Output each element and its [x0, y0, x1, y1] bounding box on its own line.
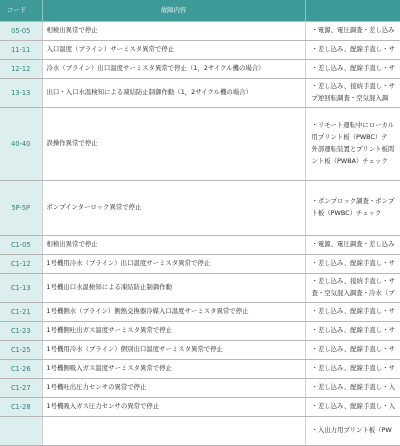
check-items [305, 341, 400, 360]
fault-description: 1号機側吸入ガス温度サーミスタ異常で停止 [42, 360, 305, 379]
check-items [305, 60, 400, 79]
fault-code: C1-13 [0, 274, 42, 303]
table-row [0, 22, 400, 41]
check-item: 査・空気混入調査・冷水（ブ [312, 288, 400, 300]
check-item: ・電源、電圧調査・差し込み [312, 25, 400, 37]
fault-code: C1-23 [0, 322, 42, 341]
header-description: 故障内容 [42, 0, 305, 22]
check-item: ・差し込み、配線手直し・サ [312, 44, 400, 56]
check-item: ・差し込み、配線手直し・サ [312, 363, 400, 375]
fault-code: 5P-5P [0, 181, 42, 236]
table-row [0, 41, 400, 60]
check-items [305, 360, 400, 379]
table-row [0, 303, 400, 322]
fault-description: 1号機吐出圧力センサの異常で停止 [42, 379, 305, 398]
fault-description: 相検出異常で停止 [42, 236, 305, 255]
check-item: ・差し込み、配線手直し・サ [312, 306, 400, 318]
check-item: ・ポンプロック調査・ポンプ [312, 196, 400, 208]
check-items [305, 274, 400, 303]
fault-code: C1-12 [0, 255, 42, 274]
check-item: ・差し込み、配線手直し・サ [312, 63, 400, 75]
check-item: ・電源、電圧調査・差し込み [312, 239, 400, 251]
fault-description: 入口温度（ブライン）サーミスタ異常で停止 [42, 41, 305, 60]
table-row [0, 79, 400, 108]
fault-description: 1号機用冷水（ブライン）個別出口温度サーミスタ異常で停止 [42, 341, 305, 360]
fault-code: 13-13 [0, 79, 42, 108]
check-item: 用プリント板（PWBC）テ [312, 132, 400, 144]
fault-code: 40-40 [0, 108, 42, 181]
fault-description: ポンプインターロック異常で停止 [42, 181, 305, 236]
check-items [305, 41, 400, 60]
fault-code: C1-28 [0, 398, 42, 417]
fault-description: 1号機側吐出ガス温度サーミスタ異常で停止 [42, 322, 305, 341]
fault-code: 11-11 [0, 41, 42, 60]
fault-description: 1号機吸入ガス圧力センサの異常で停止 [42, 398, 305, 417]
table-row [0, 274, 400, 303]
table-row [0, 181, 400, 236]
table-row [0, 108, 400, 181]
fault-code: C1-27 [0, 379, 42, 398]
table-row [0, 236, 400, 255]
fault-description: 誤操作異常で停止 [42, 108, 305, 181]
check-item: 外部運転装置とプリント板間 [312, 144, 400, 156]
check-item: プ逆回転調査・空気混入調 [312, 93, 400, 105]
check-items [305, 379, 400, 398]
check-item: ・差し込み、接続手直し・サ [312, 81, 400, 93]
check-items [305, 417, 400, 446]
table-body [0, 22, 400, 446]
fault-description: 冷水（ブライン）出口温度サーミスタ異常で停止（1，2サイクル機の場合） [42, 60, 305, 79]
check-item: ・差し込み、配線手直し・入 [312, 401, 400, 413]
header-check [305, 0, 400, 22]
fault-code [0, 417, 42, 446]
fault-description: 相検出異常で停止 [42, 22, 305, 41]
fault-description: 出口・入口水温検知による凍結防止制御作動（1，2サイクル機の場合） [42, 79, 305, 108]
header-code: コード [0, 0, 42, 22]
table-row [0, 255, 400, 274]
check-items [305, 22, 400, 41]
table-row [0, 417, 400, 446]
table-row [0, 379, 400, 398]
fault-code: C1-26 [0, 360, 42, 379]
fault-code: 12-12 [0, 60, 42, 79]
check-items [305, 236, 400, 255]
check-item: ・リモート運転中にローカル [312, 120, 400, 132]
fault-description: 1号機出口水温検知による凍結防止制御作動 [42, 274, 305, 303]
check-item: ・差し込み、配線手直し・サ [312, 258, 400, 270]
fault-code: C1-25 [0, 341, 42, 360]
check-items [305, 79, 400, 108]
check-items [305, 108, 400, 181]
check-item: ・差し込み、配線手直し・入 [312, 382, 400, 394]
fault-code: 05-05 [0, 22, 42, 41]
check-item: ・差し込み、配線手直し・サ [312, 325, 400, 337]
table-row [0, 341, 400, 360]
check-items [305, 303, 400, 322]
fault-code: C1-05 [0, 236, 42, 255]
table-row [0, 398, 400, 417]
fault-description [42, 417, 305, 446]
check-items [305, 322, 400, 341]
check-items [305, 255, 400, 274]
check-item: ・差し込み、接続手直し・サ [312, 276, 400, 288]
fault-description: 1号機側水（ブライン）側熱交換器冷媒入口温度サーミスタ異常で停止 [42, 303, 305, 322]
check-item: ・入出力用プリント板（PW [312, 425, 400, 437]
check-items [305, 181, 400, 236]
fault-description: 1号機用冷水（ブライン）出口温度サーミスタ異常で停止 [42, 255, 305, 274]
check-item: ト板（PWBC）チェック [312, 208, 400, 220]
table-row [0, 322, 400, 341]
check-items [305, 398, 400, 417]
check-item: ント板（PWBA）チェック [312, 156, 400, 168]
check-item: ・差し込み、配線手直し・サ [312, 344, 400, 356]
table-row [0, 360, 400, 379]
fault-code: C1-21 [0, 303, 42, 322]
table-row [0, 60, 400, 79]
table-header [0, 0, 400, 22]
